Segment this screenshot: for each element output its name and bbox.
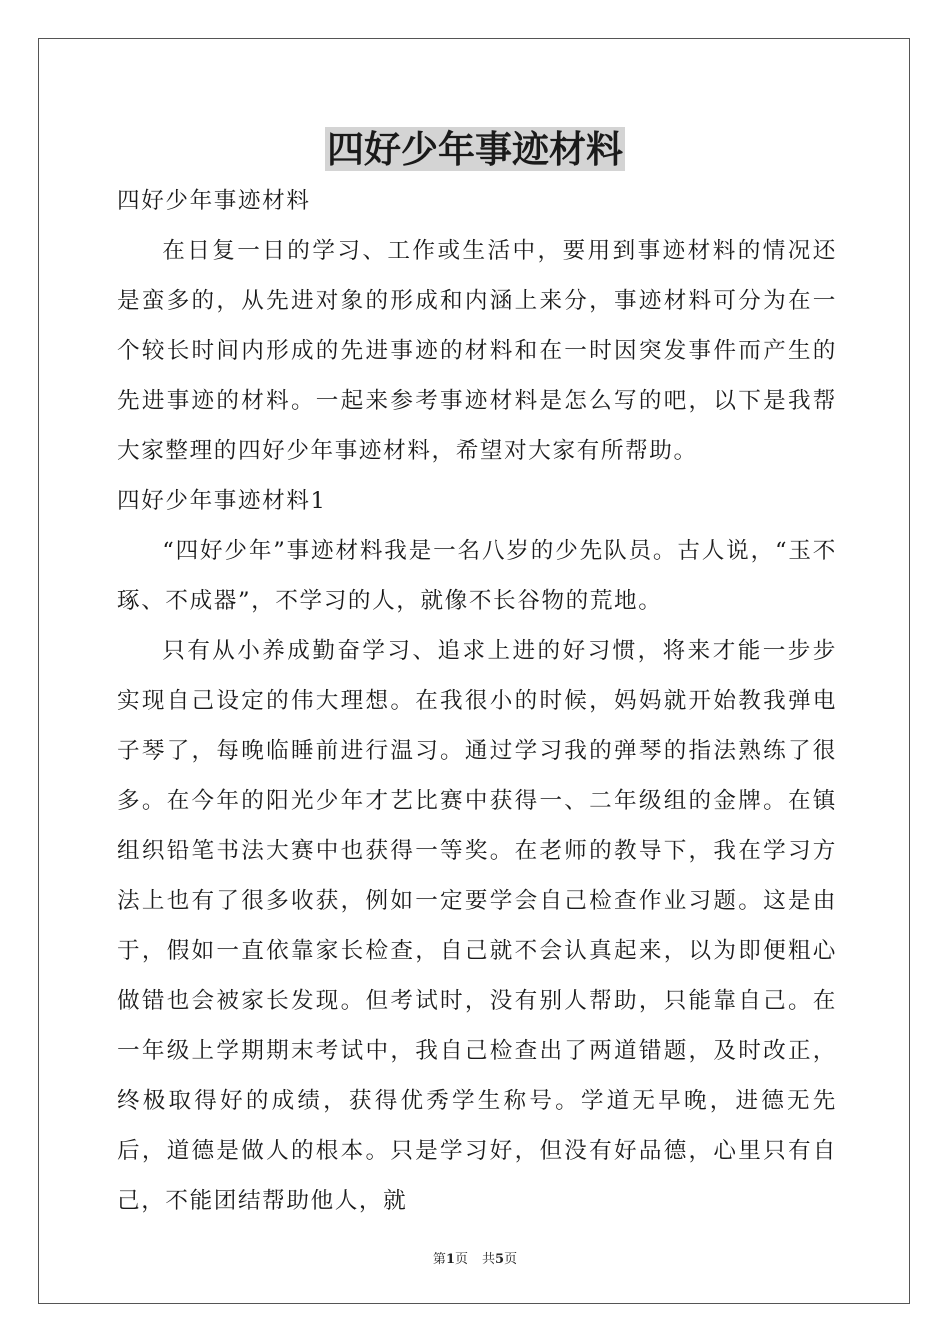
paragraph-intro: 在日复一日的学习、工作或生活中，要用到事迹材料的情况还是蛮多的，从先进对象的形成和内涵上来分，事迹材料可分为在一个较长时间内形成的先进事迹的材料和在一时因突发事件而产生的先进事迹的材料。一起来参考事迹材料是怎么写的吧，以下是我帮大家整理的四好少年事迹材料，希望对大家有所帮助。 [117, 238, 837, 464]
document-title [0, 124, 950, 174]
total-pages: 5 [495, 1252, 505, 1267]
total-suffix: 页 [504, 1252, 518, 1267]
page-footer [0, 1248, 950, 1267]
page-prefix: 第 [432, 1252, 446, 1267]
paragraph-section-heading: 四好少年事迹材料1 [117, 488, 327, 514]
page-number: 1 [445, 1252, 455, 1267]
paragraph-body: 只有从小养成勤奋学习、追求上进的好习惯，将来才能一步步实现自己设定的伟大理想。在我很小的时候，妈妈就开始教我弹电子琴了，每晚临睡前进行温习。通过学习我的弹琴的指法熟练了很多。在今年的阳光少年才艺比赛中获得一、二年级组的金牌。在镇组织铅笔书法大赛中也获得一等奖。在老师的教导下，我在学习方法上也有了很多收获，例如一定要学会自己检查作业习题。这是由于，假如一直依靠家长检查，自己就不会认真起来，以为即便粗心做错也会被家长发现。但考试时，没有别人帮助，只能靠自己。在一年级上学期期末考试中，我自己检查出了两道错题，及时改正，终极取得好的成绩，获得优秀学生称号。学道无早晚，进德无先后，道德是做人的根本。只是学习好，但没有好品德，心里只有自己，不能团结帮助他人，就 [117, 638, 837, 1214]
title-text: 四好少年事迹材料 [327, 127, 623, 171]
document-body [117, 176, 837, 1226]
total-prefix: 共 [482, 1252, 496, 1267]
page-suffix: 页 [454, 1252, 468, 1267]
paragraph-subtitle: 四好少年事迹材料 [117, 188, 311, 214]
paragraph-body: “四好少年”事迹材料我是一名八岁的少先队员。古人说，“玉不琢、不成器”，不学习的人，就像不长谷物的荒地。 [117, 538, 837, 614]
